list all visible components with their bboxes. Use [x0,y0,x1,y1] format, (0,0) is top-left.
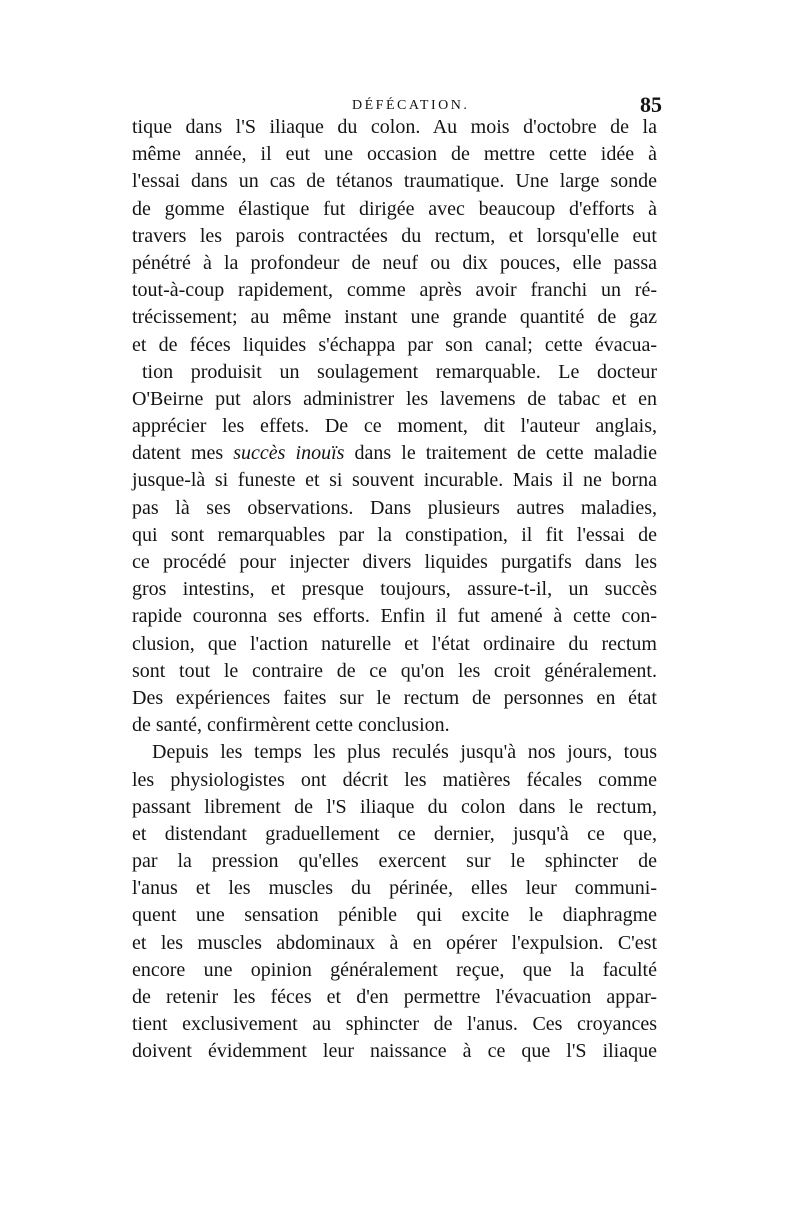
text-line: quent une sensation pénible qui excite le diaphragme [132,904,657,927]
text-line: de santé, confirmèrent cette conclusion. [132,714,450,737]
text-line: et distendant graduellement ce dernier, jusqu'à ce que, [132,822,657,845]
text-line: sont tout le contraire de ce qu'on les croit généralement. [132,659,657,682]
text-line: O'Beirne put alors administrer les lavemens de tabac et en [132,387,657,410]
text-line: gros intestins, et presque toujours, assure-t-il, un succès [132,578,657,601]
running-head: DÉFÉCATION. [352,98,470,113]
text-line: même année, il eut une occasion de mettre cette idée à [132,143,657,166]
body-text [132,114,657,1066]
text-fragment: dans le traitement de cette maladie [354,442,658,465]
text-line: jusque-là si funeste et si souvent incurable. Mais il ne borna [132,469,657,492]
text-line: l'anus et les muscles du périnée, elles leur communi- [132,877,657,900]
text-line: pas là ses observations. Dans plusieurs autres maladies, [132,496,657,519]
text-line: encore une opinion généralement reçue, que la faculté [132,958,657,981]
text-line: travers les parois contractées du rectum, et lorsqu'elle eut [132,224,657,247]
text-line: Des expériences faites sur le rectum de personnes en état [132,686,657,709]
text-line: de retenir les féces et d'en permettre l'évacuation appar- [132,986,657,1008]
text-line: passant librement de l'S iliaque du colon dans le rectum, [132,795,657,818]
text-line: tion produisit un soulagement remarquable. Le docteur [142,360,657,383]
text-line: rapide couronna ses efforts. Enfin il fut amené à cette con- [132,605,657,628]
text-line: ce procédé pour injecter divers liquides purgatifs dans les [132,551,657,573]
text-line: trécissement; au même instant une grande quantité de gaz [132,306,657,329]
paragraph-first-line: Depuis les temps les plus reculés jusqu'à nos jours, tous [152,741,657,764]
text-line: de gomme élastique fut dirigée avec beaucoup d'efforts à [132,197,657,220]
text-line: clusion, que l'action naturelle et l'état ordinaire du rectum [132,632,657,655]
page-number: 85 [640,92,662,117]
text-line: l'essai dans un cas de tétanos traumatique. Une large sonde [132,170,657,193]
text-line: apprécier les effets. De ce moment, dit l'auteur anglais, [132,415,657,438]
text-line-mixed [132,440,657,467]
text-line: et les muscles abdominaux à en opérer l'expulsion. C'est [132,931,657,954]
text-line: qui sont remarquables par la constipation, il fit l'essai de [132,523,657,546]
text-line: et de féces liquides s'échappa par son canal; cette évacua- [132,333,657,356]
text-line: tout-à-coup rapidement, comme après avoir franchi un ré- [132,279,657,302]
text-line: les physiologistes ont décrit les matières fécales comme [132,768,657,791]
text-line: doivent évidemment leur naissance à ce que l'S iliaque [132,1040,657,1063]
text-line: pénétré à la profondeur de neuf ou dix pouces, elle passa [132,251,657,274]
text-fragment: datent mes [132,442,224,465]
italic-phrase: succès inouïs [233,442,345,465]
text-line: tique dans l'S iliaque du colon. Au mois d'octobre de la [132,116,657,138]
text-line: par la pression qu'elles exercent sur le sphincter de [132,850,657,873]
text-line: tient exclusivement au sphincter de l'anus. Ces croyances [132,1013,657,1036]
